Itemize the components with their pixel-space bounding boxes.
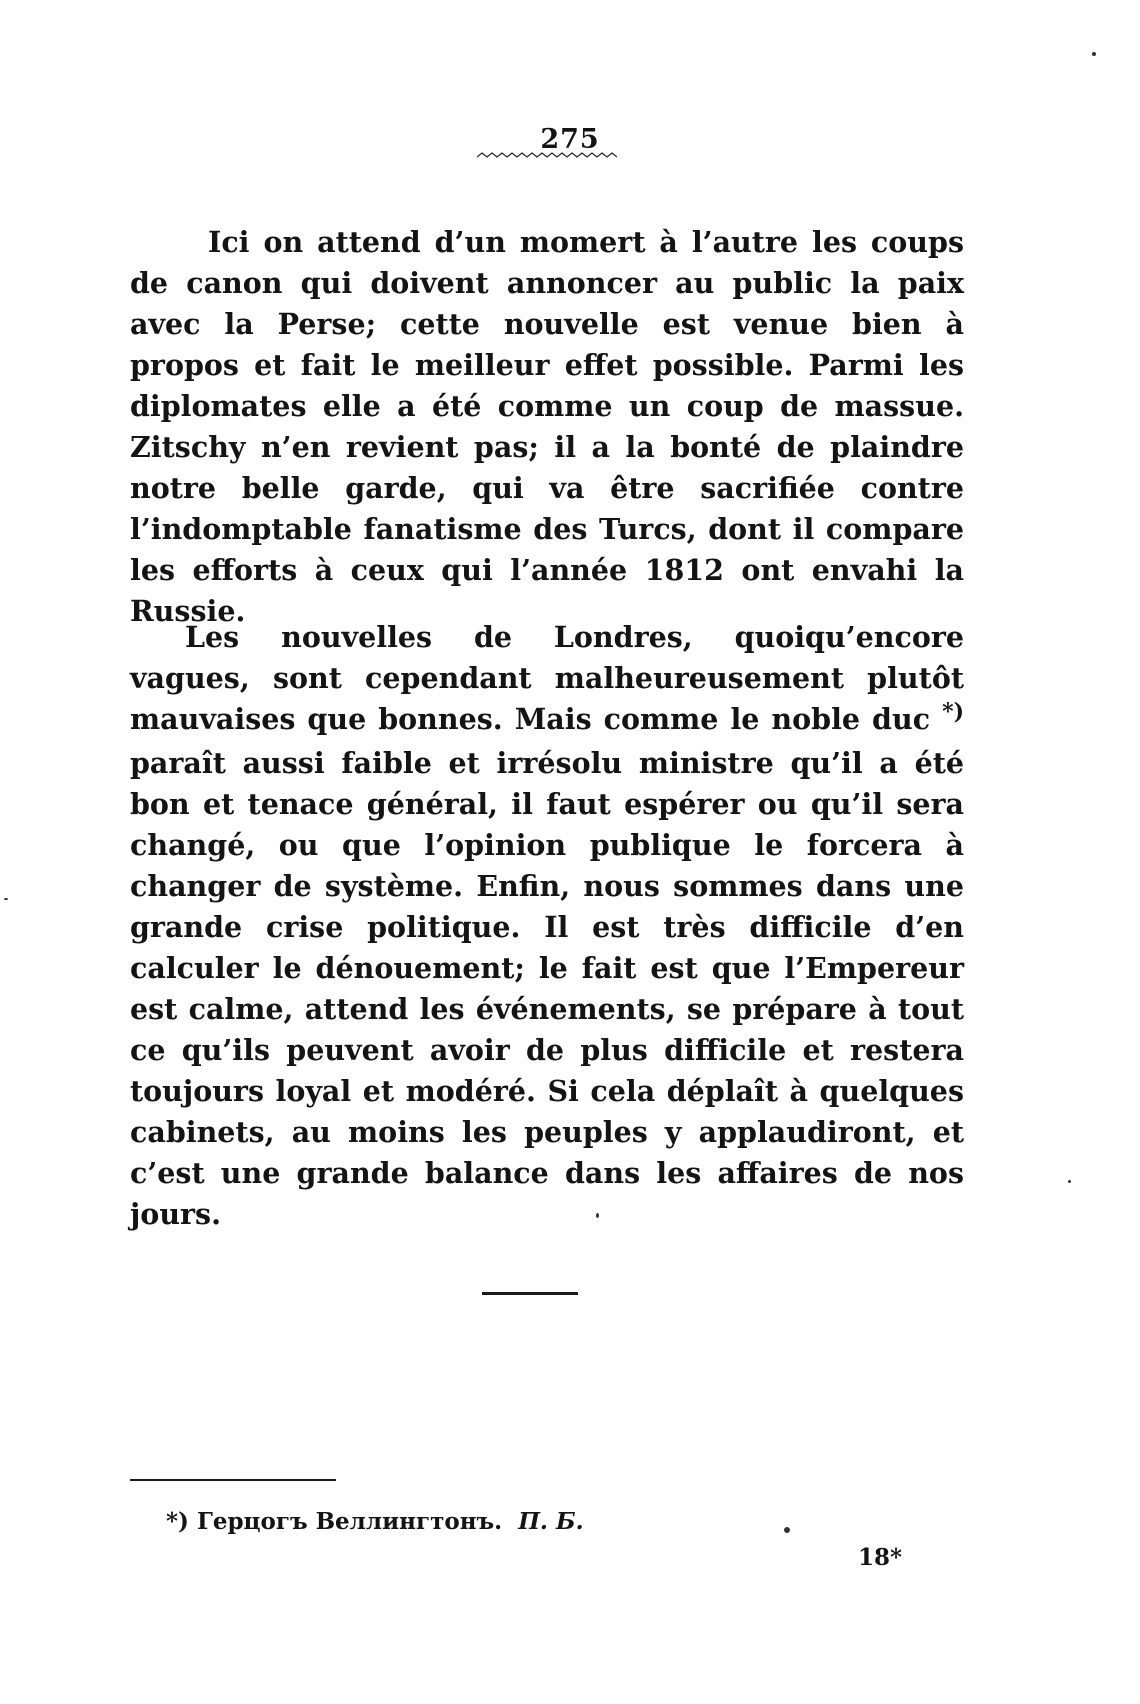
scan-speck (4, 898, 8, 900)
paragraph-2-before: Les nouvelles de Londres, quoiqu’encore vagues, sont cependant malheureusement plutôt mauvaises que bonnes. Mais comme le noble duc (130, 619, 964, 736)
page-number: 275 (540, 124, 600, 155)
scan-speck (596, 1213, 599, 1218)
wavy-rule (477, 152, 617, 162)
signature-mark: 18* (858, 1544, 903, 1571)
footnote (166, 1508, 584, 1535)
footnote-reference: *) (942, 698, 964, 725)
footnote-marker: *) (166, 1508, 189, 1535)
paragraph-2-after: paraît aussi faible et irrésolu ministre qu’il a été bon et tenace général, il faut espérer ou qu’il sera changé, ou que l’opinion publique le forcera à changer de système. Enfin, nous sommes dans une grande crise politique. Il est très difficile d’en calculer le dénouement; le fait est que l’Empereur est calme, attend les événements, se prépare à tout ce qu’ils peuvent avoir de plus difficile et restera toujours loyal et modéré. Si cela déplaît à quelques cabinets, au moins les peuples y applaudiront, et c’est une grande balance dans les affaires de nos jours. (130, 745, 964, 1231)
scan-speck (784, 1527, 790, 1533)
paragraph-1: Ici on attend d’un momert à l’autre les coups de canon qui doivent annoncer au public la paix avec la Perse; cette nouvelle est venue bien à propos et fait le meilleur effet possible. Parmi les diplomates elle a été comme un coup de massue. Zitschy n’en revient pas; il a la bonté de plaindre notre belle garde, qui va être sacrifiée contre l’indomptable fanatisme des Turcs, dont il compare les efforts à ceux qui l’année 1812 ont envahi la Russie. (130, 224, 964, 628)
footnote-divider (130, 1479, 336, 1481)
footnote-signature: П. Б. (518, 1508, 584, 1535)
footnote-text: Герцогъ Веллингтонъ. (196, 1508, 503, 1535)
section-divider (482, 1292, 578, 1295)
scan-speck (1068, 1180, 1071, 1183)
scan-speck (1092, 52, 1096, 56)
paragraph-2 (130, 617, 964, 1235)
